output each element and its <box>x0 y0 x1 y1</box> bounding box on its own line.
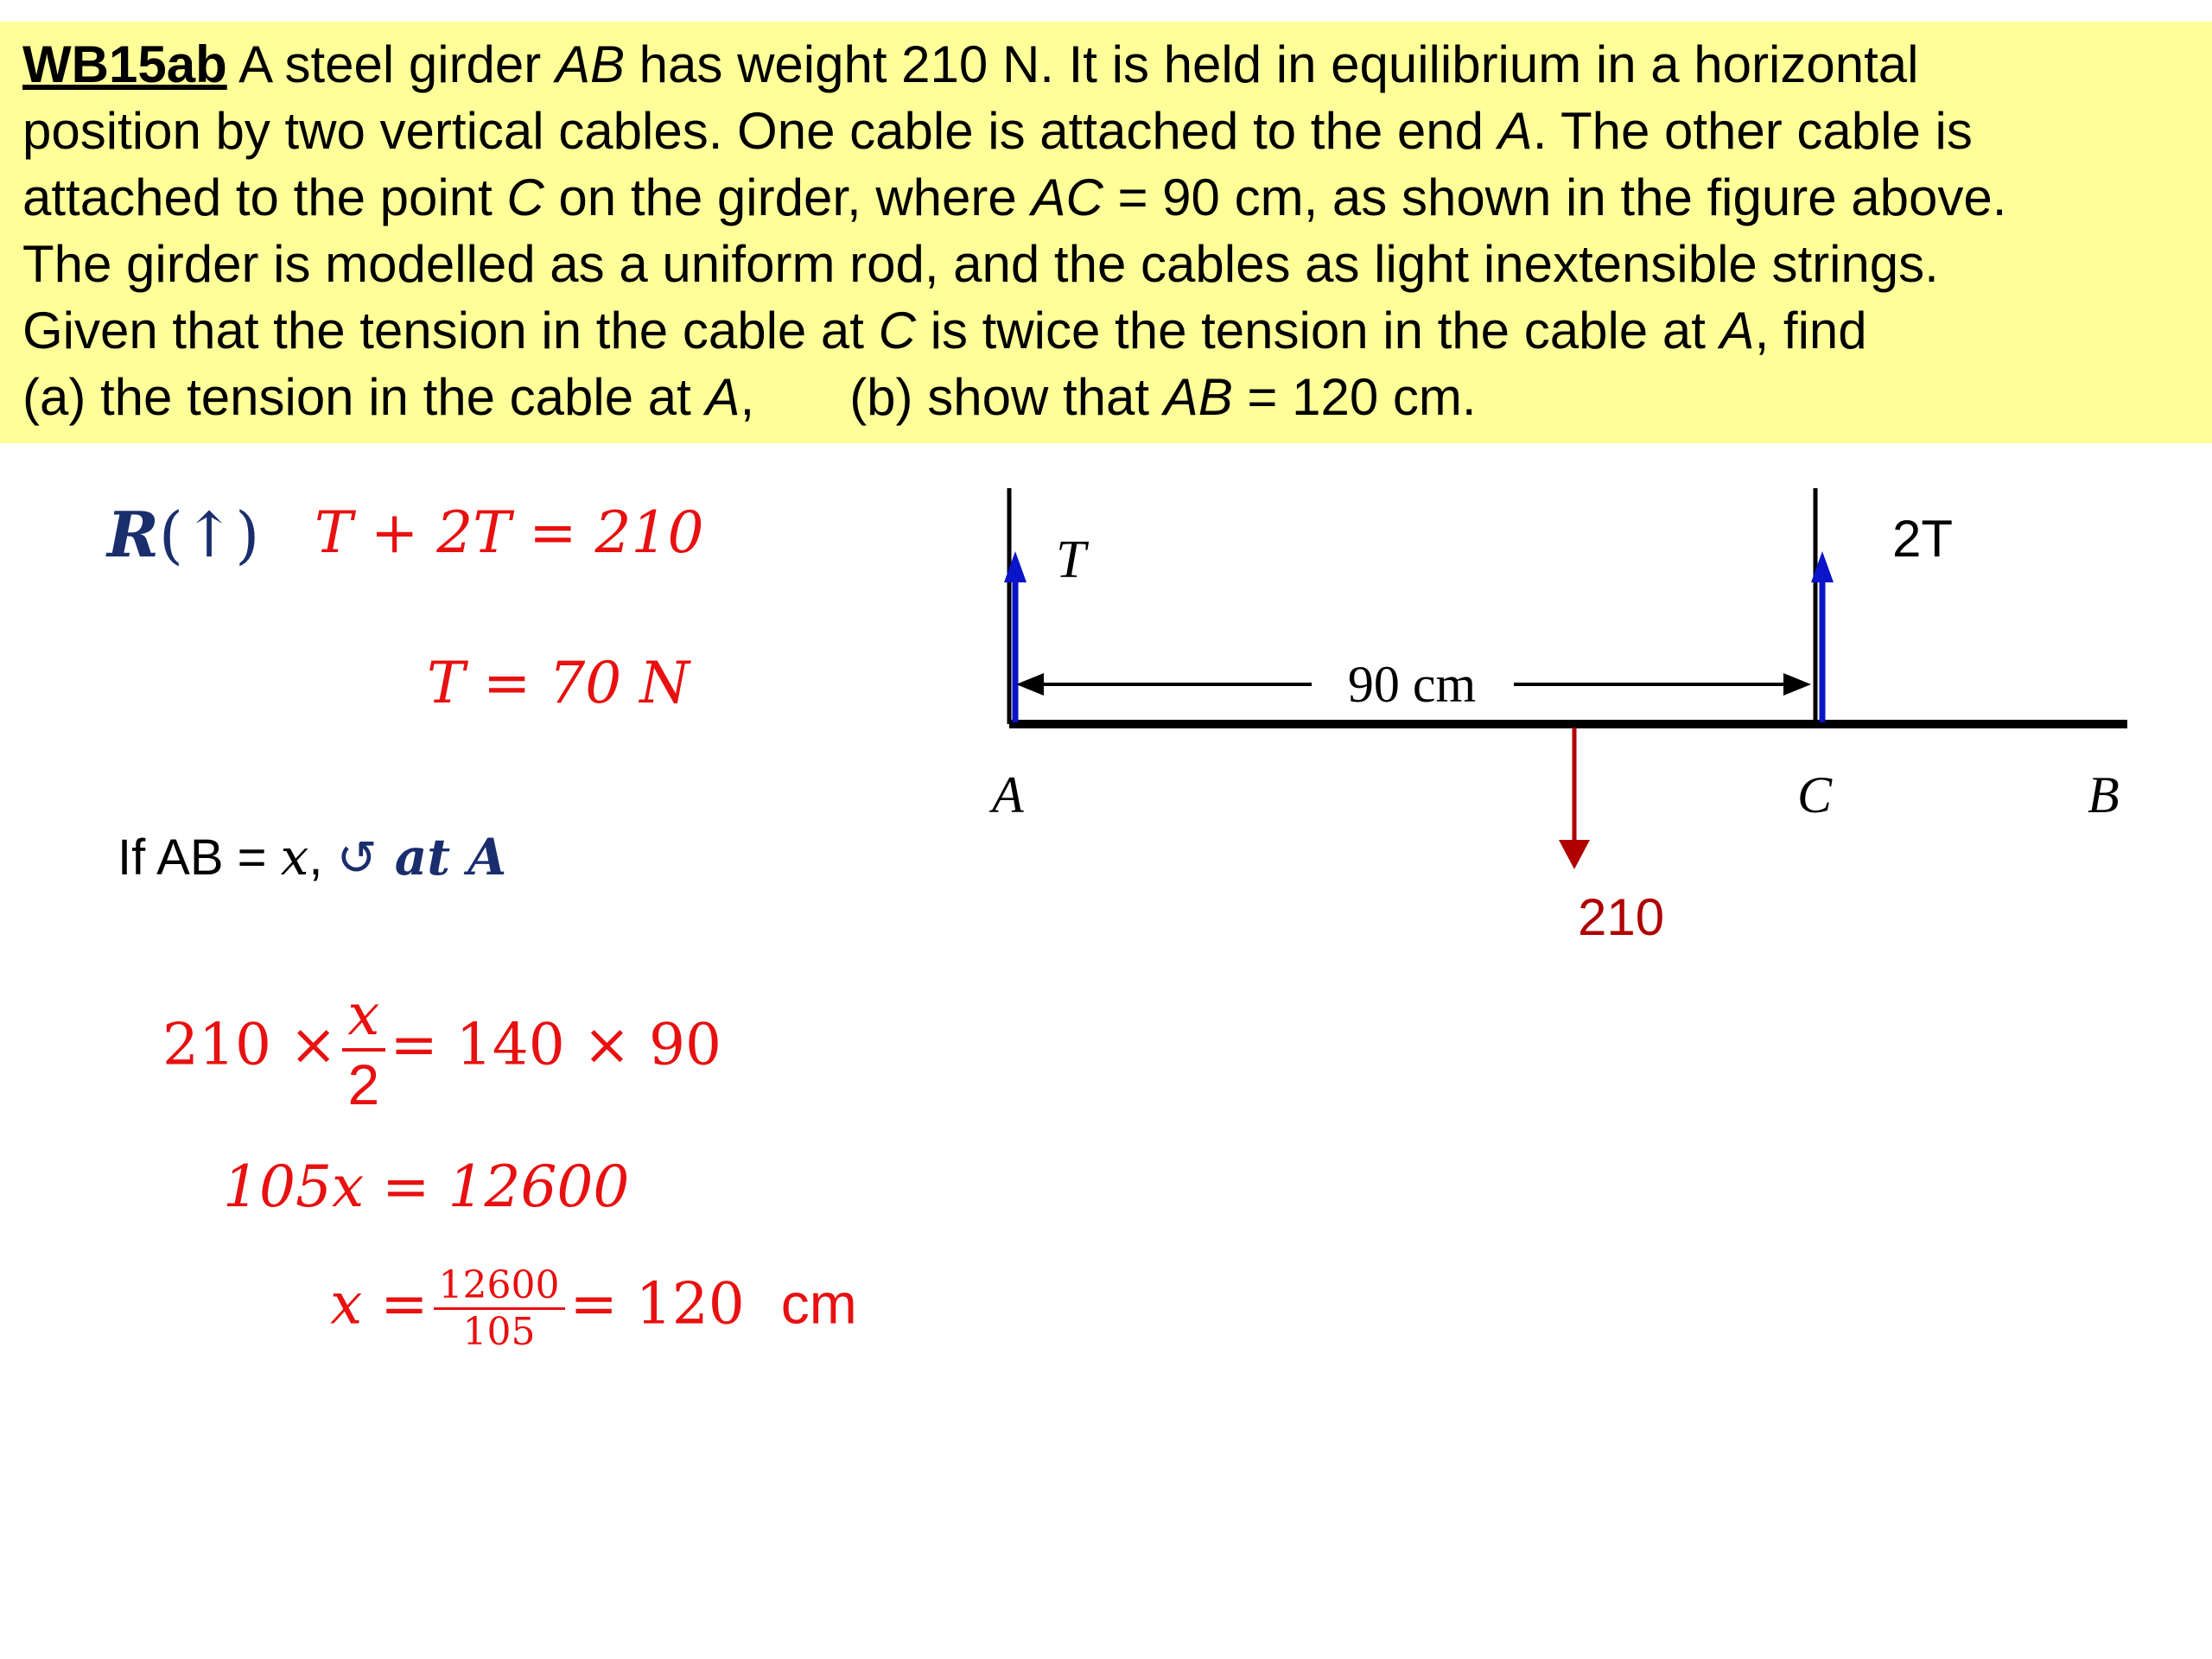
fraction-x-over-2: $\frac{x}{2}$ <box>342 982 385 1117</box>
equation-resolve: T + 2T = 210 <box>315 499 704 566</box>
anticlockwise-icon: ↺ <box>336 830 378 887</box>
distance-label: 90 cm <box>1347 656 1477 713</box>
fraction-12600-over-105: $\frac{12600}{105}$ <box>434 1263 565 1354</box>
equation-linear: 105x = 12600 <box>223 1154 630 1220</box>
part-b: (b) show that AB = 120 cm. <box>849 368 1477 426</box>
question-line-2: position by two vertical cables. One cable is attached to the end A. The other cable is <box>22 102 1973 160</box>
question-line-4: The girder is modelled as a uniform rod, and the cables as light inextensible strings. <box>22 235 1939 293</box>
resolve-heading: R(↑) <box>107 498 260 571</box>
moment-heading: If AB = x, ↺ at A <box>118 828 507 887</box>
equation-solution: x = $\frac{12600}{105}$ = 120 cm <box>330 1263 857 1354</box>
weight-label: 210 <box>1578 888 1665 946</box>
tension-label-A: T <box>1056 531 1086 589</box>
point-label-B: B <box>2088 766 2120 823</box>
question-line-5: Given that the tension in the cable at C is twice the tension in the cable at A, find <box>22 302 1867 359</box>
equation-moments: 210 × $\frac{x}{2}$ = 140 × 90 <box>162 982 721 1116</box>
part-a: (a) the tension in the cable at A, <box>22 368 755 426</box>
question-line-1: WB15ab A steel girder AB has weight 210 N. It is held in equilibrium in a horizontal <box>22 35 1919 93</box>
question-line-3: attached to the point C on the girder, where AC = 90 cm, as shown in the figure above. <box>22 168 2007 226</box>
distance-arrowhead-left <box>1016 673 1044 696</box>
equation-tension: T = 70 N <box>427 650 690 716</box>
question-id: WB15ab <box>22 35 227 93</box>
weight-arrowhead <box>1559 840 1590 869</box>
distance-arrowhead-right <box>1783 673 1811 696</box>
tension-label-C: 2T <box>1892 510 1954 568</box>
point-label-C: C <box>1797 766 1833 823</box>
point-label-A: A <box>992 766 1024 823</box>
